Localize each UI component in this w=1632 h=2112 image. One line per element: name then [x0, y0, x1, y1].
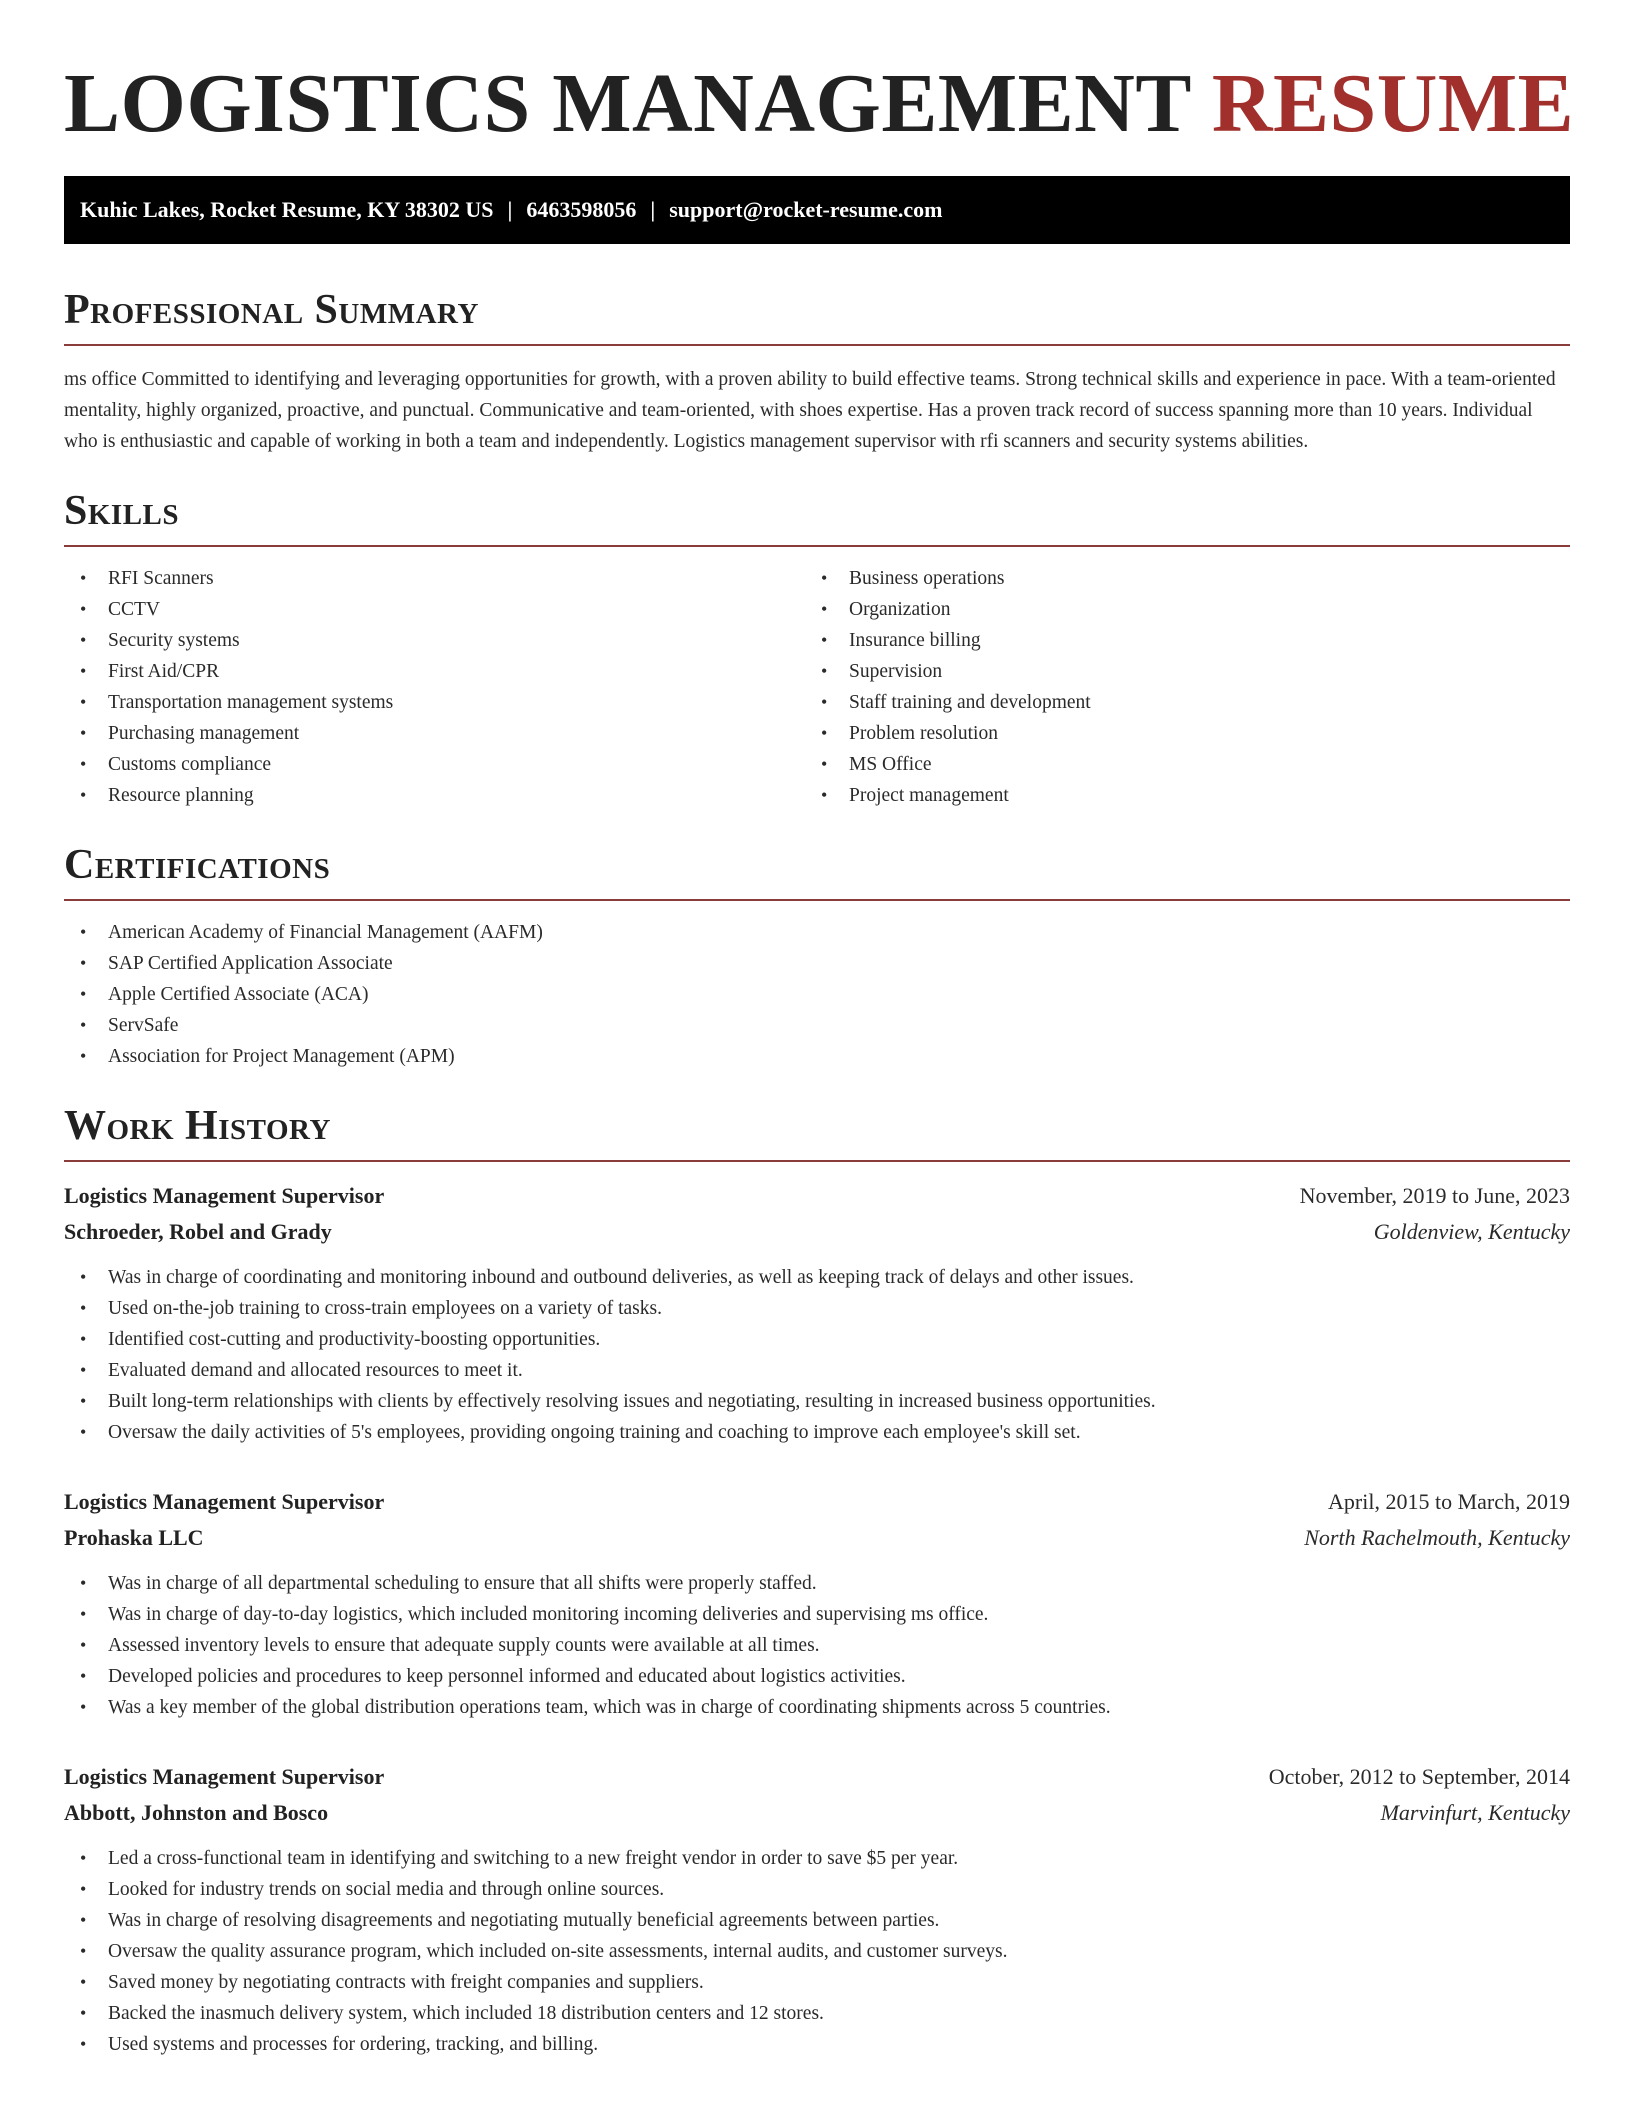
skills-column-right — [805, 563, 1546, 811]
resume-title — [64, 0, 1575, 176]
skills-column-left — [64, 563, 805, 811]
contact-bar — [64, 176, 1570, 244]
job-title: Logistics Management Supervisor — [64, 1183, 385, 1208]
job-bullet: • Oversaw the daily activities of 5's employees, providing ongoing training and coaching to improve each employee's skill set. — [64, 1417, 1570, 1448]
job-bullet: • Identified cost-cutting and productivity-boosting opportunities. — [64, 1324, 1570, 1355]
certification-item: • SAP Certified Application Associate — [64, 948, 1570, 979]
job-entry — [64, 1484, 1570, 1723]
contact-separator: | — [507, 197, 513, 222]
work-history-heading: Work History — [64, 1103, 331, 1149]
job-dates: November, 2019 to June, 2023 — [1299, 1183, 1570, 1208]
skill-item: • First Aid/CPR — [64, 656, 805, 687]
contact-phone: 6463598056 — [526, 197, 637, 222]
job-bullet: • Was in charge of coordinating and monitoring inbound and outbound deliveries, as well as keeping track of delays and other issues. — [64, 1262, 1570, 1293]
job-header-row — [64, 1178, 1570, 1214]
skill-item: • Business operations — [805, 563, 1546, 594]
title-accent: RESUME — [1211, 57, 1575, 150]
job-bullet: • Developed policies and procedures to keep personnel informed and educated about logistics activities. — [64, 1661, 1570, 1692]
job-title: Logistics Management Supervisor — [64, 1764, 385, 1789]
skills-list-right — [805, 563, 1546, 811]
job-bullet: • Was in charge of day-to-day logistics, which included monitoring incoming deliveries and supervising ms office. — [64, 1599, 1570, 1630]
job-bullet: • Was a key member of the global distribution operations team, which was in charge of coordinating shipments across 5 countries. — [64, 1692, 1570, 1723]
job-dates: October, 2012 to September, 2014 — [1268, 1764, 1570, 1789]
skills-columns — [64, 563, 1570, 811]
job-bullet: • Saved money by negotiating contracts with freight companies and suppliers. — [64, 1967, 1570, 1998]
job-location: Marvinfurt, Kentucky — [1380, 1800, 1570, 1825]
contact-address: Kuhic Lakes, Rocket Resume, KY 38302 US — [80, 197, 494, 222]
job-location: Goldenview, Kentucky — [1373, 1219, 1570, 1244]
skill-item: • Customs compliance — [64, 749, 805, 780]
job-header-row — [64, 1759, 1570, 1795]
job-bullet: • Was in charge of resolving disagreements and negotiating mutually beneficial agreements between parties. — [64, 1905, 1570, 1936]
job-bullets — [64, 1262, 1570, 1448]
certification-item: • American Academy of Financial Management (AAFM) — [64, 917, 1570, 948]
skill-item: • Insurance billing — [805, 625, 1546, 656]
certification-item: • ServSafe — [64, 1010, 1570, 1041]
skills-heading: Skills — [64, 488, 180, 534]
job-dates: April, 2015 to March, 2019 — [1328, 1489, 1570, 1514]
contact-email[interactable]: support@rocket-resume.com — [669, 197, 943, 222]
skills-section — [64, 485, 1570, 811]
job-bullet: • Looked for industry trends on social media and through online sources. — [64, 1874, 1570, 1905]
job-bullet: • Used systems and processes for ordering, tracking, and billing. — [64, 2029, 1570, 2060]
job-bullets — [64, 1568, 1570, 1723]
skill-item: • Organization — [805, 594, 1546, 625]
skill-item: • Transportation management systems — [64, 687, 805, 718]
job-company: Schroeder, Robel and Grady — [64, 1219, 332, 1244]
skill-item: • RFI Scanners — [64, 563, 805, 594]
contact-separator: | — [650, 197, 656, 222]
job-title: Logistics Management Supervisor — [64, 1489, 385, 1514]
job-bullet: • Assessed inventory levels to ensure that adequate supply counts were available at all times. — [64, 1630, 1570, 1661]
certification-item: • Apple Certified Associate (ACA) — [64, 979, 1570, 1010]
section-divider — [64, 344, 1570, 346]
section-divider — [64, 545, 1570, 547]
section-divider — [64, 1160, 1570, 1162]
job-bullet: • Was in charge of all departmental scheduling to ensure that all shifts were properly staffed. — [64, 1568, 1570, 1599]
resume-page — [64, 0, 1575, 2060]
skill-item: • Staff training and development — [805, 687, 1546, 718]
job-bullet: • Led a cross-functional team in identifying and switching to a new freight vendor in order to save $5 per year. — [64, 1843, 1570, 1874]
certification-item: • Association for Project Management (APM) — [64, 1041, 1570, 1072]
section-divider — [64, 899, 1570, 901]
skill-item: • CCTV — [64, 594, 805, 625]
job-bullet: • Used on-the-job training to cross-train employees on a variety of tasks. — [64, 1293, 1570, 1324]
job-entry — [64, 1759, 1570, 2060]
skill-item: • Project management — [805, 780, 1546, 811]
job-company: Abbott, Johnston and Bosco — [64, 1800, 329, 1825]
job-entry — [64, 1178, 1570, 1448]
skill-item: • MS Office — [805, 749, 1546, 780]
skill-item: • Purchasing management — [64, 718, 805, 749]
skills-list-left — [64, 563, 805, 811]
skill-item: • Problem resolution — [805, 718, 1546, 749]
job-bullet: • Oversaw the quality assurance program, which included on-site assessments, internal audits, and customer surveys. — [64, 1936, 1570, 1967]
title-main: LOGISTICS MANAGEMENT — [64, 57, 1191, 150]
job-header-row — [64, 1484, 1570, 1520]
job-company: Prohaska LLC — [64, 1525, 204, 1550]
summary-text: ms office Committed to identifying and leveraging opportunities for growth, with a proven ability to build effective teams. Strong technical skills and experience in pace. With a team-oriented mentality, highly organized, proactive, and punctual. Communicative and team-oriented, with shoes expertise. Has a proven track record of success spanning more than 10 years. Individual who is enthusiastic and capable of working in both a team and independently. Logistics management supervisor with rfi scanners and security systems abilities. — [64, 369, 1556, 452]
certifications-list — [64, 917, 1570, 1072]
skill-item: • Resource planning — [64, 780, 805, 811]
job-location: North Rachelmouth, Kentucky — [1304, 1525, 1570, 1550]
job-bullet: • Backed the inasmuch delivery system, which included 18 distribution centers and 12 stores. — [64, 1998, 1570, 2029]
job-subheader-row — [64, 1795, 1570, 1831]
skill-item: • Supervision — [805, 656, 1546, 687]
job-bullets — [64, 1843, 1570, 2060]
job-bullet: • Evaluated demand and allocated resources to meet it. — [64, 1355, 1570, 1386]
job-subheader-row — [64, 1214, 1570, 1250]
certifications-heading: Certifications — [64, 842, 331, 888]
job-subheader-row — [64, 1520, 1570, 1556]
job-bullet: • Built long-term relationships with clients by effectively resolving issues and negotiating, resulting in increased business opportunities. — [64, 1386, 1570, 1417]
summary-heading: Professional Summary — [64, 287, 479, 333]
certifications-section — [64, 839, 1570, 1072]
skill-item: • Security systems — [64, 625, 805, 656]
work-history-section — [64, 1100, 1570, 2060]
summary-section — [64, 284, 1570, 457]
